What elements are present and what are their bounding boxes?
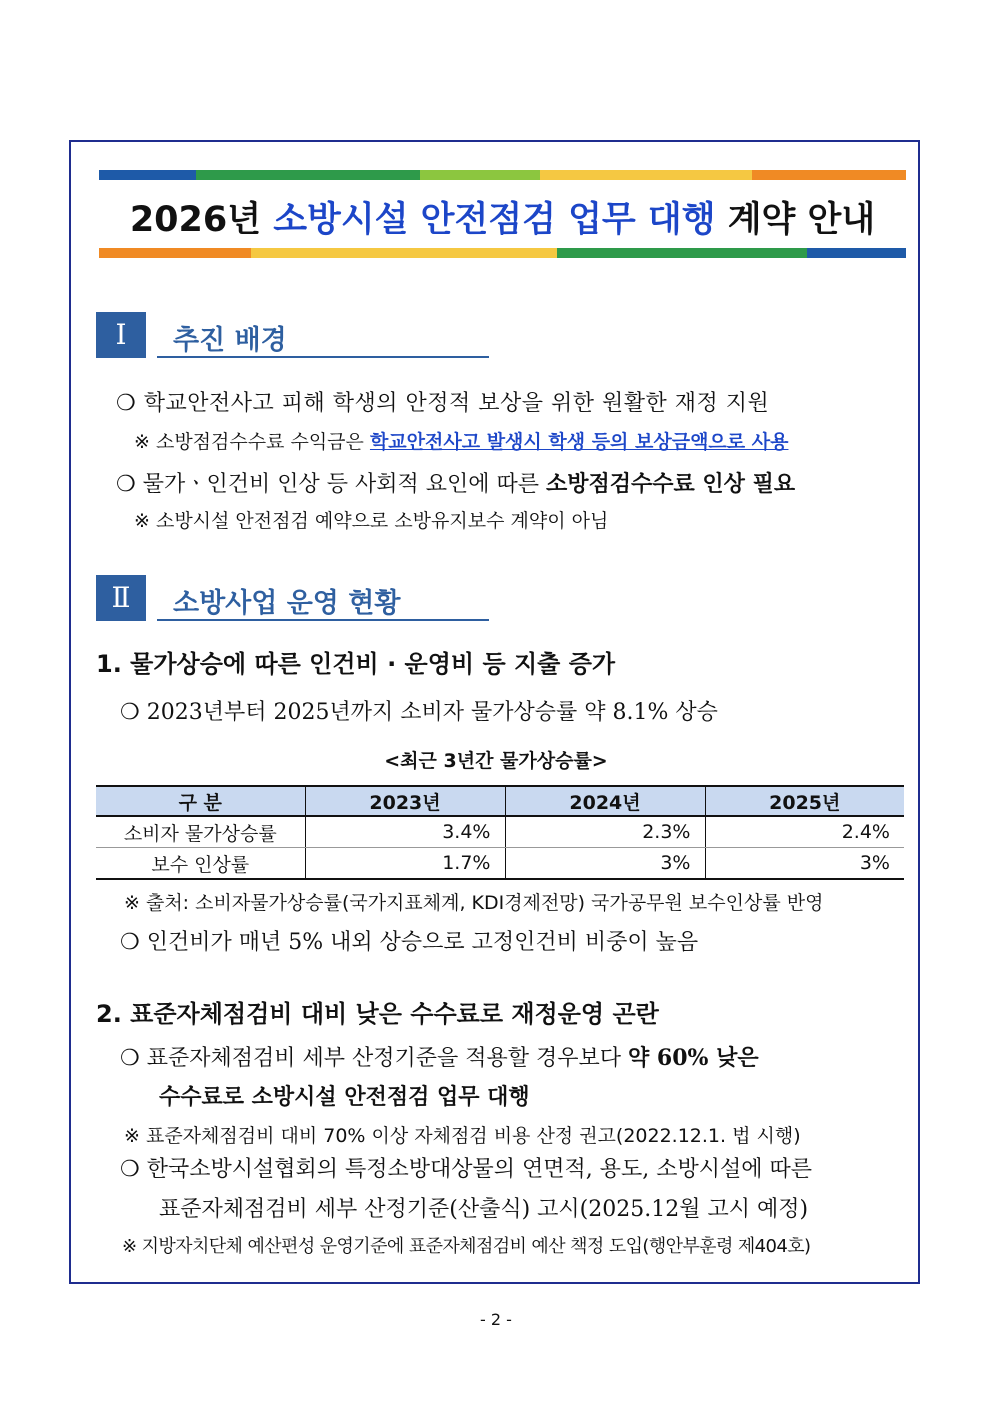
section1-title: 추진 배경 (173, 325, 287, 356)
section1-bullet-2-bold: 소방점검수수료 인상 필요 (546, 471, 796, 497)
table-cell: 보수 인상률 (96, 848, 305, 880)
subsection-2-note-2: ※ 지방자치단체 예산편성 운영기준에 표준자체점검비 예산 책정 도입(행안부훈령 제404호) (122, 1236, 811, 1257)
subsection-2-bullet-1: ❍ 표준자체점검비 세부 산정기준을 적용할 경우보다 약 60% 낮은 (120, 1045, 759, 1071)
table-cell: 1.7% (305, 848, 505, 880)
subsection-2-bullet-1-line2: 수수료로 소방시설 안전점검 업무 대행 (159, 1084, 530, 1110)
section1-note-1: ※ 소방점검수수료 수익금은 학교안전사고 발생시 학생 등의 보상금액으로 사용 (134, 431, 789, 453)
subsection-1-bullet-2: ❍ 인건비가 매년 5% 내외 상승으로 고정인건비 비중이 높음 (120, 930, 699, 955)
page-number: - 2 - (480, 1310, 512, 1329)
subsection-2-note-1: ※ 표준자체점검비 대비 70% 이상 자체점검 비용 산정 권고(2022.12.1. 법 시행) (124, 1125, 801, 1147)
section1-bullet-2: ❍ 물가ㆍ인건비 인상 등 사회적 요인에 따른 소방점검수수료 인상 필요 (116, 471, 796, 497)
title-year: 2026년 (129, 200, 262, 240)
subsection-2-bullet-2: ❍ 한국소방시설협회의 특정소방대상물의 연면적, 용도, 소방시설에 따른 (120, 1157, 812, 1182)
table-header-cell: 2024년 (505, 786, 705, 816)
table-cell: 2.3% (505, 816, 705, 848)
table-header-cell: 2023년 (305, 786, 505, 816)
section1-title-box (157, 316, 489, 358)
table-row (96, 848, 904, 880)
table-cell: 소비자 물가상승률 (96, 816, 305, 848)
title-highlight: 소방시설 안전점검 업무 대행 (273, 200, 716, 240)
table-source-note: ※ 출처: 소비자물가상승률(국가지표체계, KDI경제전망) 국가공무원 보수인상률 반영 (124, 892, 824, 914)
section1-number: Ⅰ (96, 312, 146, 358)
table-caption: <최근 3년간 물가상승률> (384, 750, 608, 772)
title-rest: 계약 안내 (727, 200, 876, 240)
subsection-2-bullet-2-line2: 표준자체점검비 세부 산정기준(산출식) 고시(2025.12월 고시 예정) (159, 1197, 809, 1222)
table-cell: 2.4% (705, 816, 904, 848)
document-title (99, 192, 906, 242)
table-header-row (96, 786, 904, 816)
section2-title: 소방사업 운영 현황 (173, 588, 401, 619)
table-row (96, 816, 904, 848)
title-top-bar (99, 170, 906, 180)
subsection-2-bullet-1-bold: 약 60% 낮은 (628, 1045, 759, 1071)
table-cell: 3.4% (305, 816, 505, 848)
section2-number: Ⅱ (96, 575, 146, 621)
table-cell: 3% (505, 848, 705, 880)
table-header-cell: 2025년 (705, 786, 904, 816)
table-header-cell: 구 분 (96, 786, 305, 816)
subsection-1-title: 1. 물가상승에 따른 인건비 · 운영비 등 지출 증가 (96, 650, 616, 678)
section1-note-1-link: 학교안전사고 발생시 학생 등의 보상금액으로 사용 (369, 431, 789, 453)
inflation-table (96, 785, 904, 880)
section1-note-2: ※ 소방시설 안전점검 예약으로 소방유지보수 계약이 아님 (134, 510, 609, 532)
table-cell: 3% (705, 848, 904, 880)
section1-bullet-1-text: 학교안전사고 피해 학생의 안정적 보상을 위한 원활한 재정 지원 (143, 391, 770, 416)
section1-bullet-1: ❍ 학교안전사고 피해 학생의 안정적 보상을 위한 원활한 재정 지원 (116, 391, 770, 416)
subsection-2-title: 2. 표준자체점검비 대비 낮은 수수료로 재정운영 곤란 (96, 1000, 659, 1028)
subsection-1-bullet-1: ❍ 2023년부터 2025년까지 소비자 물가상승률 약 8.1% 상승 (120, 700, 718, 725)
title-bottom-bar (99, 248, 906, 258)
section2-title-box (157, 579, 489, 621)
